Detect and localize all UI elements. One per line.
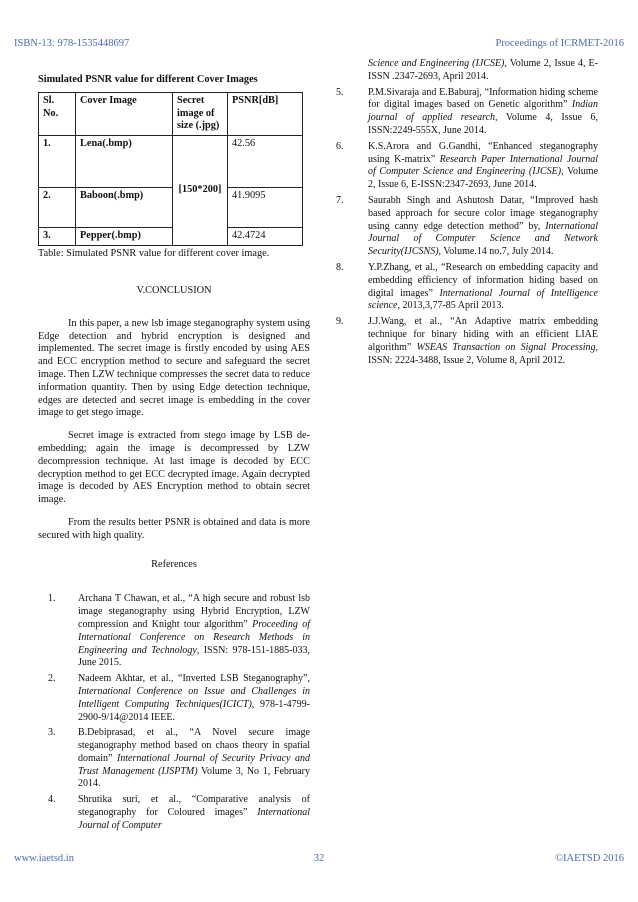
reference-venue: WSEAS Transaction on Signal Processing — [416, 341, 596, 353]
reference-venue: Indian journal of applied research, — [368, 99, 598, 124]
reference-text: Archana T Chawan, et al., “A high secure and robust lsb image steganography using Hybrid Encryption, LZW compression and Knight tour algorithm” — [78, 593, 310, 630]
header-isbn: ISBN-13: 978-1535448697 — [14, 38, 130, 49]
table-row — [39, 228, 303, 246]
footer-copyright: ©IAETSD 2016 — [555, 853, 624, 864]
reference-details: , 2013,3,77-85 April 2013. — [397, 300, 504, 312]
conclusion-paragraph: In this paper, a new lsb image steganography system using Edge detection and hybrid encryption is designed and implemented. The secret image is firstly encoded by using AES and ECC encryption method to secure and safeguard the secret image. Then LZW technique compresses the secret data to reduce information quantity. Then by using Edge detection technique, edges are detected and secret image is embedding in the cover image to get stego image. — [38, 317, 310, 419]
right-column — [336, 58, 598, 370]
table-header-row — [39, 92, 303, 135]
reference-details: Volume.14 no.7, July 2014. — [441, 246, 554, 258]
reference-number: 5. — [336, 86, 344, 98]
reference-item — [336, 141, 598, 192]
reference-item — [38, 794, 310, 832]
reference-item — [38, 727, 310, 791]
reference-venue: International Journal of Intelligence science — [368, 287, 598, 312]
reference-item — [336, 316, 598, 367]
cell-image: Pepper(.bmp) — [76, 228, 173, 246]
reference-details: Volume 3, No 1, February 2014. — [78, 765, 310, 790]
reference-details: , ISSN: 978-151-1885-033, June 2015. — [78, 644, 310, 669]
table-row — [39, 188, 303, 228]
reference-details: Volume 4, Issue 6, ISSN:2249-555X, June 2014. — [368, 112, 598, 136]
header-cover-image: Cover Image — [76, 92, 173, 135]
reference-number: 4. — [48, 794, 56, 806]
table-caption: Table: Simulated PSNR value for different cover image. — [38, 248, 270, 260]
reference-text: B.Debiprasad, et al., “A Novel secure image steganography method based on chaos theory in spatial domain” — [78, 727, 310, 764]
reference-item — [38, 673, 310, 724]
footer-website: www.iaetsd.in — [14, 853, 74, 864]
reference-details: 978-1-4799-2900-9/14@2014 IEEE. — [78, 698, 310, 723]
reference-number: 7. — [336, 194, 344, 206]
reference-number: 1. — [48, 593, 56, 605]
reference-details: Volume 2, Issue 6, E-ISSN:2347-2693, June 2014. — [368, 166, 599, 191]
references-list-right — [336, 87, 598, 368]
reference-continuation — [336, 58, 598, 84]
reference-number: 8. — [336, 261, 344, 273]
reference-venue: Research Paper International Journal of Computer Science and Engineering (IJCSE), — [368, 153, 599, 178]
reference-text: Nadeem Akhtar, et al., “Inverted LSB Steganography”, — [78, 673, 310, 685]
reference-number: 9. — [336, 316, 344, 328]
reference-venue: International Conference on Issue and Challenges in Intelligent Computing Techniques(ICICT), — [78, 685, 310, 710]
reference-text: J.J.Wang, et al., “An Adaptive matrix embedding technique for binary hiding with an efficient LIAE algorithm” — [368, 316, 598, 353]
cell-sl: 2. — [39, 188, 76, 228]
reference-details: , ISSN: 2224-3488, Issue 2, Volume 8, April 2012. — [368, 341, 598, 366]
conclusion-paragraph: Secret image is extracted from stego image by LSB de-embedding; again the image is decompressed by LZW decompression technique. At last image is decoded by ECC decryption method to get ECC decrypted image. Again decrypted image is decoded by AES Encryption method to obtain secret image. — [38, 430, 310, 506]
references-list-left — [38, 593, 310, 832]
table-title: Simulated PSNR value for different Cover Images — [38, 74, 258, 85]
reference-venue: International Journal of Computer Science and Network Security(IJCSNS), — [368, 220, 598, 258]
page-number: 32 — [313, 853, 325, 864]
reference-details: Volume 2, Issue 4, E-ISSN .2347-2693, April 2014. — [368, 58, 598, 82]
reference-number: 3. — [48, 727, 56, 739]
header-sl-no: Sl. No. — [39, 92, 76, 135]
cell-psnr: 42.4724 — [228, 228, 303, 246]
conclusion-paragraph: From the results better PSNR is obtained and data is more secured with high quality. — [38, 516, 310, 541]
reference-text: Shrutika suri, et al., “Comparative analysis of steganography for Coloured images” — [78, 794, 310, 819]
left-column — [38, 74, 310, 836]
reference-text: Y.P.Zhang, et al., “Research on embedding capacity and embedding efficiency of information hiding based on digital images” — [368, 261, 598, 299]
reference-item — [38, 593, 310, 670]
table-row — [39, 136, 303, 188]
psnr-table — [38, 92, 303, 246]
reference-venue: Science and Engineering (IJCSE), — [368, 58, 507, 69]
cell-image: Lena(.bmp) — [76, 136, 173, 188]
cell-psnr: 41.9095 — [228, 188, 303, 228]
reference-venue: International Journal of Computer — [78, 807, 310, 831]
cell-psnr: 42.56 — [228, 136, 303, 188]
reference-text: K.S.Arora and G.Gandhi, “Enhanced steganography using K-matrix” — [368, 140, 598, 165]
reference-item — [336, 195, 598, 259]
reference-text: P.M.Sivaraja and E.Baburaj, “Information hiding scheme for digital images based on Genetic algorithm” — [368, 86, 598, 111]
header-psnr: PSNR[dB] — [228, 92, 303, 135]
reference-item — [336, 262, 598, 313]
reference-text: Saurabh Singh and Ashutosh Datar, “Improved hash based approach for secure color image steganography using canny edge detection method” by, — [368, 194, 598, 232]
reference-number: 6. — [336, 140, 344, 152]
cell-image: Baboon(.bmp) — [76, 188, 173, 228]
conclusion-title: V.CONCLUSION — [136, 284, 212, 296]
header-proceedings: Proceedings of ICRMET-2016 — [495, 38, 624, 49]
cell-sl: 3. — [39, 228, 76, 246]
cell-secret-size: [150*200] — [173, 136, 228, 246]
reference-number: 2. — [48, 673, 56, 685]
reference-venue: International Journal of Security Privacy and Trust Management (IJSPTM) — [78, 752, 310, 777]
cell-sl: 1. — [39, 136, 76, 188]
references-title: References — [151, 558, 197, 570]
header-secret-image: Secret image of size (.jpg) — [173, 92, 228, 135]
reference-item — [336, 87, 598, 138]
reference-venue: Proceeding of International Conference on Research Methods in Engineering and Technology — [78, 618, 310, 656]
